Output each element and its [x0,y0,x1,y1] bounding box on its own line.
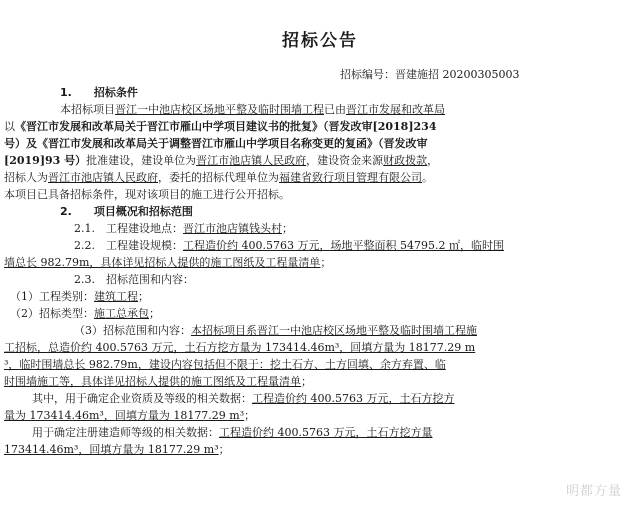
section-2-heading: 2. 项目概况和招标范围 [60,205,193,218]
approving-organization: 晋江市发展和改革局 [346,103,445,116]
project-category: 建筑工程 [94,290,138,303]
paragraph-line: 号）及《晋江市发展和改革局关于调整晋江市雁山中学项目名称变更的复函》（晋发改审 [4,137,428,150]
tender-agent: 福建省致行项目管理有限公司 [279,171,422,184]
paragraph-line [4,152,616,169]
tender-scope: 本招标项目系晋江一中池店校区场地平整及临时围墙工程施 [191,324,477,337]
text: ， [427,154,439,167]
approval-document: 《晋江市发展和改革局关于晋江市雁山中学项目建议书的批复》（晋发改审[2018]234 [15,120,437,133]
approval-document: [2019]93 号） [4,154,87,167]
text: （2）招标类型： [10,307,94,320]
tender-type: 施工总承包 [94,307,149,320]
paragraph-line [60,237,616,254]
text: ，建设资金来源 [306,154,384,167]
page-title: 招标公告 [282,31,358,51]
paragraph-line [60,220,616,237]
paragraph-line [60,101,616,118]
project-name: 晋江一中池店校区场地平整及临时围墙工程 [115,103,324,116]
text: 已由 [324,103,346,116]
watermark: 明都方量 [565,484,622,499]
paragraph-line: 本项目已具备招标条件，现对该项目的施工进行公开招标。 [4,188,290,201]
text: 招标人为 [4,171,48,184]
construction-scale: 墙总长 982.79m，具体详见招标人提供的施工图纸及工程量清单 [4,256,321,269]
text: 2.1. 工程建设地点： [74,222,183,235]
text: ； [301,375,312,388]
qualification-data: 工程造价约 400.5763 万元，土石方挖方 [252,392,455,405]
tenderer: 晋江市池店镇人民政府 [48,171,158,184]
text: ； [149,307,160,320]
paragraph-line [4,441,616,458]
text: ，委托的招标代理单位为 [158,171,279,184]
text: 本招标项目 [60,103,115,116]
text: 。 [422,171,433,184]
constructor-data: 173414.46m³，回填方量为 18177.29 m³ [4,443,219,456]
text: ； [218,443,230,456]
paragraph-line [32,390,616,407]
construction-location: 晋江市池店镇钱头村 [183,222,282,235]
section-1-heading: 1. 招标条件 [60,86,138,99]
constructor-data: 工程造价约 400.5763 万元，土石方挖方量 [219,426,433,439]
text: （1）工程类别： [10,290,94,303]
paragraph-line: 工招标，总造价约 400.5763 万元，土石方挖方量为 173414.46m³，回填方量为 18177.29 m [4,341,476,354]
paragraph-line [4,169,616,186]
text: （3）招标范围和内容： [74,324,191,337]
construction-unit: 晋江市池店镇人民政府 [196,154,307,167]
text: 其中，用于确定企业资质及等级的相关数据： [32,392,252,405]
text: ； [244,409,256,422]
text: ； [320,256,332,269]
paragraph-line [32,424,616,441]
paragraph-line: ³，临时围墙总长 982.79m，建设内容包括但不限于：挖土石方、土方回填、余方弃置、临 [4,358,446,371]
paragraph-line [4,118,616,135]
document-body [4,84,616,458]
paragraph-line [10,288,616,305]
text: 以 [4,120,15,133]
paragraph-line [10,305,616,322]
qualification-data: 量为 173414.46m³，回填方量为 18177.29 m³ [4,409,245,422]
paragraph-line [4,407,616,424]
text: ； [282,222,293,235]
paragraph-line: 2.3. 招标范围和内容： [74,273,194,286]
construction-scale: 工程造价约 400.5763 万元，场地平整面积 54795.2 ㎡，临时围 [183,239,504,252]
text: ； [138,290,149,303]
text: 批准建设，建设单位为 [86,154,197,167]
paragraph-line [4,254,616,271]
paragraph-line [60,322,616,339]
text: 2.2. 工程建设规模： [74,239,183,252]
tender-scope: 时围墙施工等，具体详见招标人提供的施工图纸及工程量清单 [4,375,301,388]
tender-number: 招标编号：晋建施招 20200305003 [340,68,520,81]
paragraph-line [4,373,616,390]
text: 用于确定注册建造师等级的相关数据： [32,426,219,439]
funding-source: 财政拨款 [383,154,428,167]
